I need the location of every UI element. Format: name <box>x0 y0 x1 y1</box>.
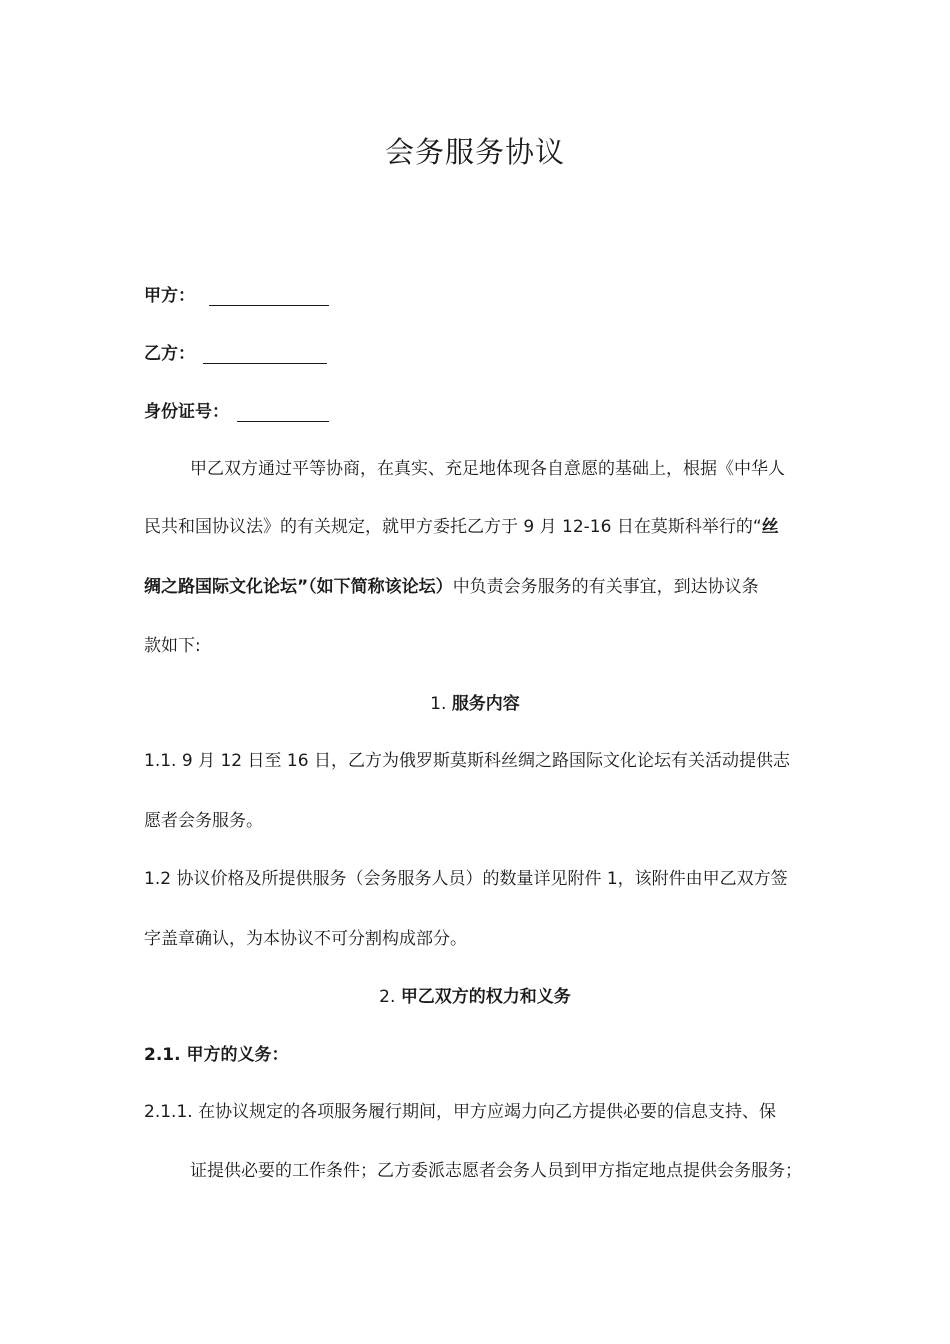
intro-line-3 <box>144 572 759 597</box>
clause-1-2-line-1: 1.2 协议价格及所提供服务（会务服务人员）的数量详见附件 1，该附件由甲乙双方签 <box>144 869 788 889</box>
page-title: 会务服务协议 <box>384 135 565 169</box>
section-1-title: 服务内容 <box>451 694 520 714</box>
clause-2-1-1-line-1: 2.1.1. 在协议规定的各项服务履行期间，甲方应竭力向乙方提供必要的信息支持、保 <box>144 1102 777 1122</box>
party-a-label: 甲方： <box>144 286 195 306</box>
section-2-heading <box>0 982 950 1007</box>
intro-line-2 <box>144 512 779 537</box>
party-b-blank <box>203 345 327 364</box>
intro-line-2-bold: 丝 <box>761 517 779 537</box>
party-b-field <box>144 339 327 364</box>
clause-1-2-line-2: 字盖章确认，为本协议不可分割构成部分。 <box>144 929 467 949</box>
intro-line-4: 款如下: <box>144 636 201 656</box>
intro-line-1: 甲乙双方通过平等协商，在真实、充足地体现各自意愿的基础上，根据《中华人 <box>190 459 785 479</box>
forum-name-bold: 绸之路国际文化论坛”（如下简称该论坛） <box>144 577 453 597</box>
party-a-field <box>144 281 329 306</box>
intro-line-3-text: 中负责会务服务的有关事宜，到达协议条 <box>452 577 759 597</box>
intro-line-2-text: 民共和国协议法》的有关规定，就甲方委托乙方于 9 月 12-16 日在莫斯科举行的“ <box>144 517 762 537</box>
party-a-blank <box>209 287 329 306</box>
id-number-field <box>144 397 329 422</box>
id-number-label: 身份证号： <box>144 402 229 422</box>
clause-1-1-line-1: 1.1. 9 月 12 日至 16 日，乙方为俄罗斯莫斯科丝绸之路国际文化论坛有关活动提供志 <box>144 751 790 771</box>
section-1-heading <box>0 689 950 714</box>
clause-2-1-heading: 2.1. 甲方的义务： <box>144 1045 289 1065</box>
section-1-number: 1. <box>430 694 447 714</box>
clause-1-1-line-2: 愿者会务服务。 <box>144 811 263 831</box>
party-b-label: 乙方： <box>144 344 195 364</box>
id-number-blank <box>237 403 329 422</box>
clause-2-1-1-line-2: 证提供必要的工作条件；乙方委派志愿者会务人员到甲方指定地点提供会务服务； <box>190 1161 802 1181</box>
section-2-title: 甲乙双方的权力和义务 <box>400 987 571 1007</box>
section-2-number: 2. <box>379 987 396 1007</box>
